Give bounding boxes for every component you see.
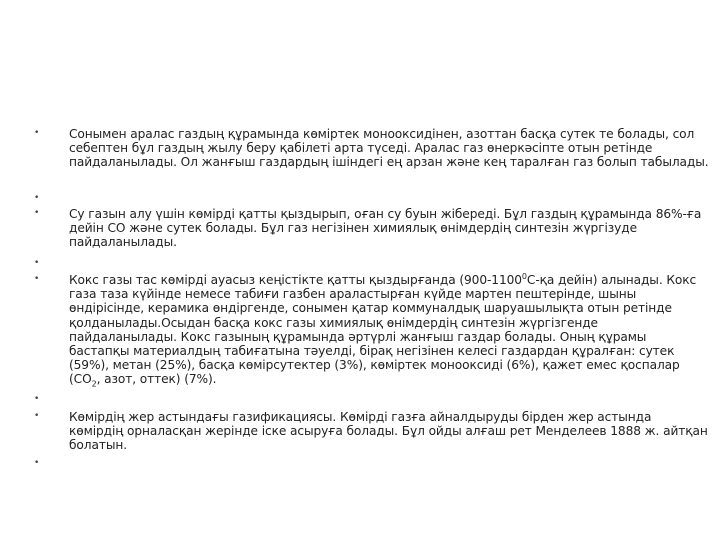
coke-text-part-2: С-қа дейін) алынады. Кокс газа таза күйінде немесе табиғи газбен араластырған күйде мартен пештерінде, шыны өндірісінде, керамика өндіргенде, сонымен қатар коммуналдық шаруашылықта отын ретінде қолданылады.Осыдан басқа кокс газы химиялық өнімдердің синтезін жүргізгенде пайдаланылады. Кокс газының құрамында әртүрлі жанғыш газдар болады. Оның құрамы бастапқы материалдың табиғатына тәуелді, бірақ негізінен келесі газдардан құралған: сутек (59%), метан (25%), басқа көмірсутектер (3%), көміртек монооксиді (6%), қажет емес қоспалар (СО [69, 273, 697, 387]
bullet: • [34, 394, 40, 404]
paragraph-underground-gasification: Көмірдің жер астындағы газификациясы. Көмірді газға айналдыруды бірден жер астында көмірдің орналасқан жерінде іске асыруға болады. Бұл ойды алғаш рет Менделеев 1888 ж. айтқан болатын. [69, 410, 708, 453]
bullet: • [34, 128, 40, 138]
paragraph-mixed-gas: Сонымен аралас газдың құрамында көміртек монооксидінен, азоттан басқа сутек те болады, сол себептен бұл газдың жылу беру қабілеті арта түседі. Аралас газ өнеркәсіпте отын ретінде пайдаланылады. Ол жанғыш газдардың ішіндегі ең арзан және кең таралған газ болып табылады. [69, 127, 709, 170]
coke-text-part-3: , азот, оттек) (7%). [96, 372, 217, 387]
bullet: • [34, 193, 40, 203]
degree-superscript: 0 [521, 271, 527, 281]
co2-subscript: 2 [91, 379, 97, 389]
coke-text-part-1: Кокс газы тас көмірді ауасыз кеңістікте қатты қыздырғанда (900-1100 [69, 273, 522, 287]
paragraph-water-gas: Су газын алу үшін көмірді қатты қыздырып, оған су буын жібереді. Бұл газдың құрамында 86%-ға дейін СО және сутек болады. Бұл газ негізінен химиялық өнімдердің синтезін жүргізуде пайдаланылады. [69, 207, 702, 250]
bullet: • [34, 411, 40, 421]
bullet: • [34, 458, 40, 468]
paragraph-coke-gas [69, 273, 709, 387]
bullet: • [34, 258, 40, 268]
bullet: • [34, 208, 40, 218]
bullet: • [34, 274, 40, 284]
